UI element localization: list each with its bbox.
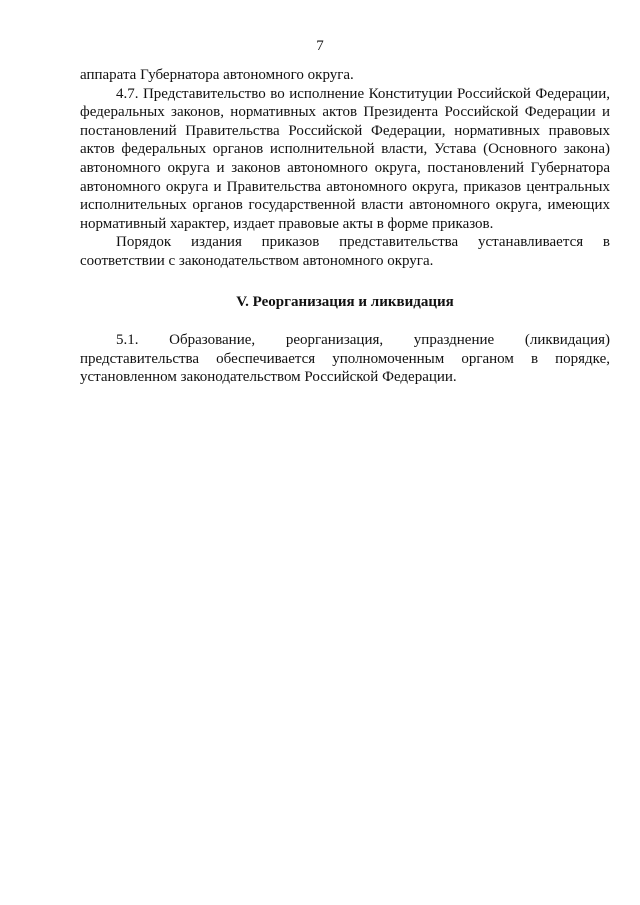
- page-number: 7: [316, 38, 324, 54]
- document-body: [80, 66, 610, 387]
- paragraph-continuation: аппарата Губернатора автономного округа.: [80, 67, 354, 83]
- paragraph-4-7: 4.7. Представительство во исполнение Конституции Российской Федерации, федеральных законов, нормативных актов Президента Российской Федерации и постановлений Правительства Российской Федерации, нормативных правовых актов федеральных органов исполнительной власти, Устава (Основного закона) автономного округа и законов автономного округа, постановлений Губернатора автономного округа и Правительства автономного округа, приказов центральных исполнительных органов государственной власти автономного округа, имеющих нормативный характер, издает правовые акты в форме приказов.: [80, 85, 610, 232]
- paragraph-5-1: 5.1. Образование, реорганизация, упразднение (ликвидация) представительства обеспечивается уполномоченным органом в порядке, установленном законодательством Российской Федерации.: [80, 332, 610, 386]
- paragraph-orders-procedure: Порядок издания приказов представительства устанавливается в соответствии с законодательством автономного округа.: [80, 234, 610, 269]
- section-heading: V. Реорганизация и ликвидация: [236, 293, 454, 310]
